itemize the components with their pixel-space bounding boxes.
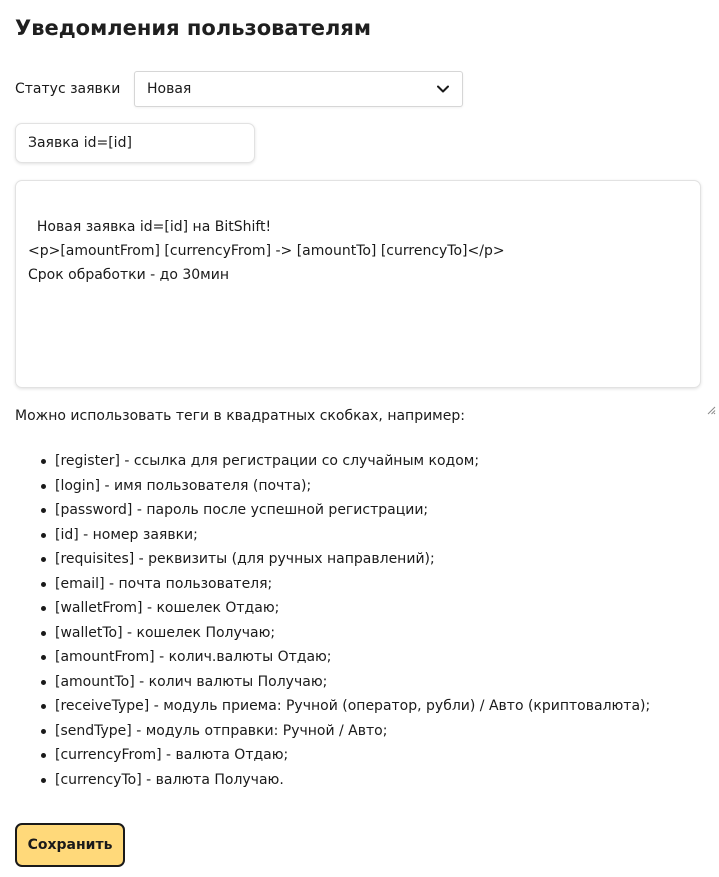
message-textarea[interactable] — [15, 180, 701, 388]
list-item: [login] - имя пользователя (почта); — [55, 474, 650, 499]
subject-input-value: Заявка id=[id] — [28, 135, 132, 151]
page-title: Уведомления пользователям — [15, 16, 372, 40]
list-item: [requisites] - реквизиты (для ручных направлений); — [55, 547, 650, 572]
list-item: [email] - почта пользователя; — [55, 572, 650, 597]
tags-hint: Можно использовать теги в квадратных скобках, например: — [15, 408, 465, 424]
list-item: [id] - номер заявки; — [55, 523, 650, 548]
list-item: [currencyTo] - валюта Получаю. — [55, 768, 650, 793]
tags-list — [15, 449, 650, 792]
list-item: [receiveType] - модуль приема: Ручной (оператор, рубли) / Авто (криптовалюта); — [55, 694, 650, 719]
list-item: [walletTo] - кошелек Получаю; — [55, 621, 650, 646]
status-row — [15, 71, 463, 107]
list-item: [password] - пароль после успешной регистрации; — [55, 498, 650, 523]
subject-input[interactable] — [15, 123, 255, 163]
save-button[interactable]: Сохранить — [15, 823, 125, 867]
list-item: [walletFrom] - кошелек Отдаю; — [55, 596, 650, 621]
list-item: [currencyFrom] - валюта Отдаю; — [55, 743, 650, 768]
message-textarea-value: Новая заявка id=[id] на BitShift! <p>[amountFrom] [currencyFrom] -> [amountTo] [currencyTo]</p> Срок обработки - до 30мин — [28, 219, 505, 283]
status-select[interactable] — [134, 71, 463, 107]
status-select-value: Новая — [147, 81, 192, 97]
status-label: Статус заявки — [15, 81, 121, 97]
chevron-down-icon — [436, 82, 450, 96]
list-item: [register] - ссылка для регистрации со случайным кодом; — [55, 449, 650, 474]
list-item: [sendType] - модуль отправки: Ручной / Авто; — [55, 719, 650, 744]
resize-handle-icon[interactable] — [688, 375, 698, 385]
list-item: [amountTo] - колич валюты Получаю; — [55, 670, 650, 695]
list-item: [amountFrom] - колич.валюты Отдаю; — [55, 645, 650, 670]
